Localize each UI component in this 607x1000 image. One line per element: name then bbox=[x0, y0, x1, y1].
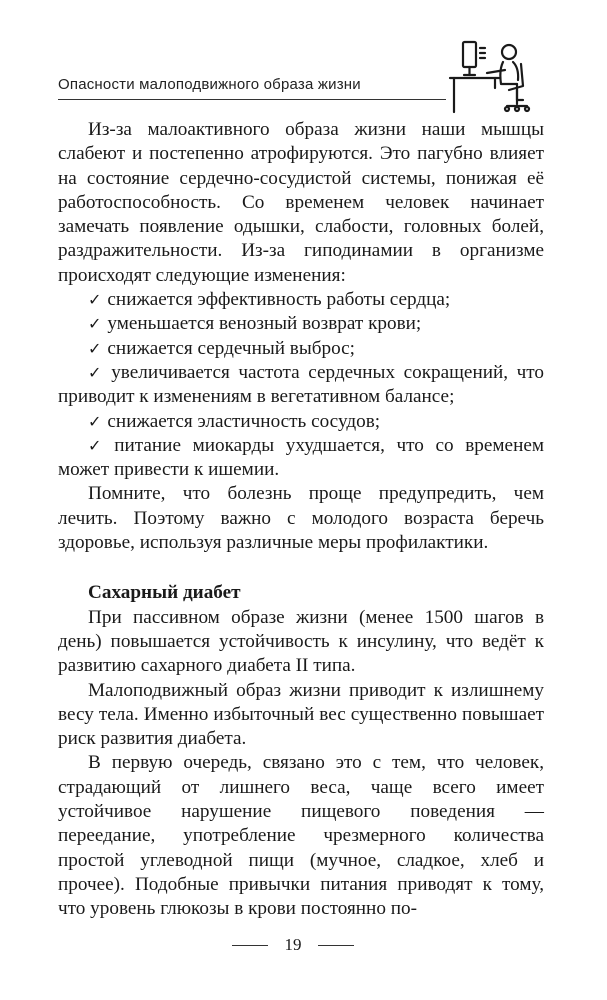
diabetes-paragraph: Малоподвижный образ жизни приводит к излишнему весу тела. Именно избыточный вес существенно повышает риск развития диабета. bbox=[58, 679, 544, 750]
changes-list bbox=[58, 288, 544, 482]
section-spacer bbox=[58, 555, 544, 581]
main-text bbox=[58, 118, 544, 922]
list-item: ✓ снижается эластичность сосудов; bbox=[88, 410, 381, 432]
check-mark-icon: ✓ bbox=[88, 338, 102, 358]
page-number: 19 bbox=[284, 935, 302, 954]
list-item: ✓ увеличивается частота сердечных сокращений, что приводит к изменениям в вегетативном балансе; bbox=[58, 361, 544, 408]
check-mark-icon: ✓ bbox=[88, 411, 102, 431]
footer-rule-right bbox=[318, 945, 354, 946]
list-item: ✓ снижается сердечный выброс; bbox=[88, 337, 356, 359]
list-item: ✓ питание миокарды ухудшается, что со временем может привести к ишемии. bbox=[58, 434, 545, 481]
section-title: Сахарный диабет bbox=[88, 582, 241, 604]
page-footer bbox=[0, 933, 607, 957]
check-mark-icon: ✓ bbox=[88, 314, 102, 334]
intro-paragraph: Из-за малоактивного образа жизни наши мышцы слабеют и постепенно атрофируются. Это пагубно влияет на состояние сердечно-сосудистой системы, понижая её работоспособность. Со временем человек начинает замечать появление одышки, слабости, головных болей, раздражительности. Из-за гиподинамии в организме происходят следующие изменения: bbox=[58, 119, 544, 286]
footer-rule-left bbox=[232, 945, 268, 946]
diabetes-paragraph: При пассивном образе жизни (менее 1500 шагов в день) повышается устойчивость к инсулину, что ведёт к развитию сахарного диабета II типа. bbox=[58, 606, 544, 677]
list-item: ✓ уменьшается венозный возврат крови; bbox=[88, 313, 422, 335]
person-at-computer-desk-icon bbox=[447, 40, 537, 115]
diabetes-paragraph: В первую очередь, связано это с тем, что человек, страдающий от лишнего веса, чаще всего имеет устойчивое нарушение пищевого поведения — переедание, употребление чрезмерного количества простой углеводной пищи (мучное, сладкое, хлеб и прочее). Подобные привычки питания приводят к тому, что уровень глюкозы в крови постоянно по- bbox=[58, 752, 544, 920]
check-mark-icon: ✓ bbox=[88, 435, 109, 455]
check-mark-icon: ✓ bbox=[88, 362, 106, 382]
running-title: Опасности малоподвижного образа жизни bbox=[58, 76, 361, 93]
advice-paragraph: Помните, что болезнь проще предупредить, чем лечить. Поэтому важно с молодого возраста беречь здоровье, используя различные меры профилактики. bbox=[58, 483, 544, 554]
list-item: ✓ снижается эффективность работы сердца; bbox=[88, 289, 451, 311]
header-rule bbox=[58, 99, 446, 100]
check-mark-icon: ✓ bbox=[88, 290, 102, 310]
